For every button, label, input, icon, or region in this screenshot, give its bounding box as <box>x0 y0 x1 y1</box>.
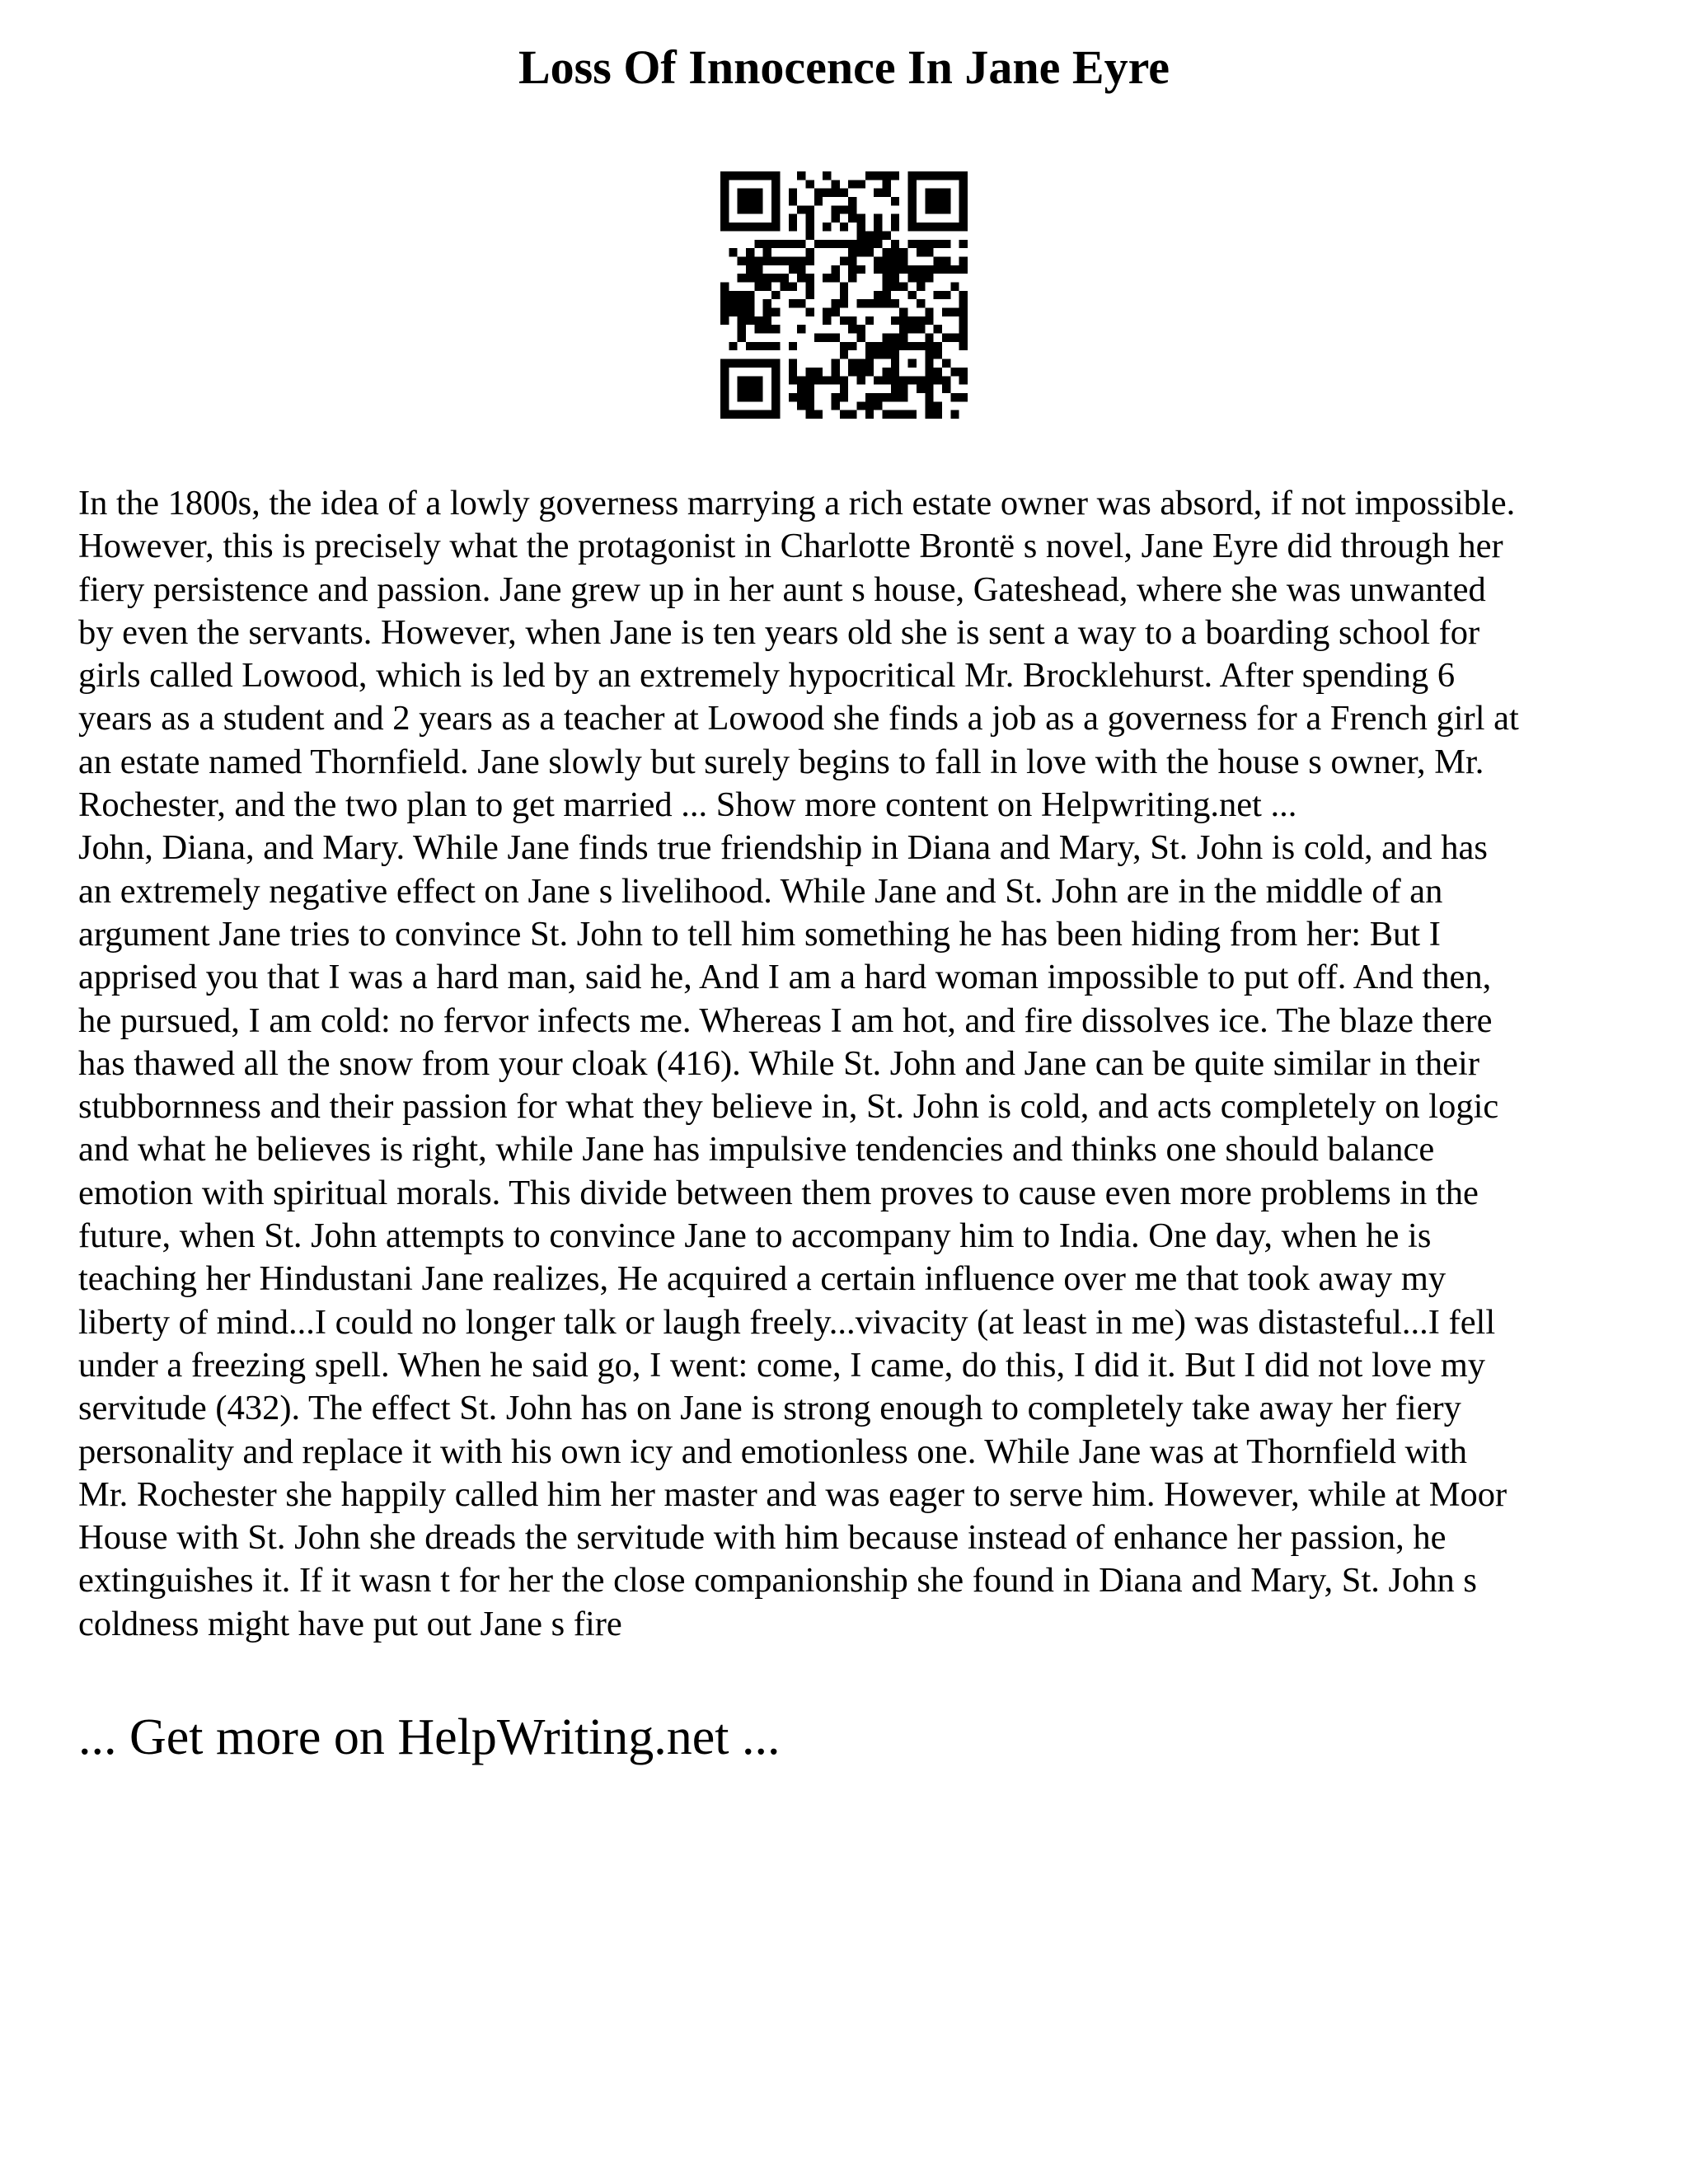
body-line: and what he believes is right, while Jane has impulsive tendencies and thinks one should balance <box>78 1130 1435 1169</box>
body-line: stubbornness and their passion for what they believe in, St. John is cold, and acts completely on logic <box>78 1087 1499 1127</box>
get-more-link[interactable]: ... Get more on HelpWriting.net ... <box>78 1709 781 1765</box>
body-line: extinguishes it. If it wasn t for her the close companionship she found in Diana and Mary, St. John s <box>78 1561 1477 1601</box>
body-line: John, Diana, and Mary. While Jane finds true friendship in Diana and Mary, St. John is cold, and has <box>78 828 1488 868</box>
body-line: teaching her Hindustani Jane realizes, He acquired a certain influence over me that took away my <box>78 1259 1447 1299</box>
body-line: In the 1800s, the idea of a lowly governess marrying a rich estate owner was absord, if not impossible. <box>78 484 1516 523</box>
body-line: emotion with spiritual morals. This divide between them proves to cause even more problems in the <box>78 1173 1479 1212</box>
essay-body <box>78 482 1628 1646</box>
body-line: Rochester, and the two plan to get married ... Show more content on Helpwriting.net ... <box>78 785 1297 825</box>
body-line: apprised you that I was a hard man, said he, And I am a hard woman impossible to put off. And then, <box>78 958 1492 997</box>
page-title: Loss Of Innocence In Jane Eyre <box>518 40 1170 94</box>
body-line: argument Jane tries to convince St. John to tell him something he has been hiding from her: But I <box>78 914 1441 954</box>
body-line: Mr. Rochester she happily called him her master and was eager to serve him. However, while at Moor <box>78 1474 1507 1514</box>
body-line: liberty of mind...I could no longer talk or laugh freely...vivacity (at least in me) was distasteful...I fell <box>78 1302 1496 1342</box>
qr-code-icon[interactable] <box>720 171 968 419</box>
body-line: girls called Lowood, which is led by an extremely hypocritical Mr. Brocklehurst. After spending 6 <box>78 656 1456 696</box>
body-line: an estate named Thornfield. Jane slowly but surely begins to fall in love with the house s owner, Mr. <box>78 742 1484 781</box>
body-line: coldness might have put out Jane s fire <box>78 1604 622 1643</box>
body-line: However, this is precisely what the protagonist in Charlotte Brontë s novel, Jane Eyre did through her <box>78 527 1503 566</box>
body-line: an extremely negative effect on Jane s livelihood. While Jane and St. John are in the middle of an <box>78 871 1443 911</box>
body-line: by even the servants. However, when Jane is ten years old she is sent a way to a boarding school for <box>78 612 1480 652</box>
body-line: under a freezing spell. When he said go, I went: come, I came, do this, I did it. But I did not love my <box>78 1345 1486 1385</box>
body-line: personality and replace it with his own icy and emotionless one. While Jane was at Thornfield with <box>78 1432 1468 1471</box>
body-line: has thawed all the snow from your cloak (416). While St. John and Jane can be quite similar in their <box>78 1043 1479 1083</box>
body-line: he pursued, I am cold: no fervor infects me. Whereas I am hot, and fire dissolves ice. The blaze there <box>78 1001 1493 1040</box>
body-line: future, when St. John attempts to convince Jane to accompany him to India. One day, when he is <box>78 1216 1432 1256</box>
body-line: servitude (432). The effect St. John has on Jane is strong enough to completely take away her fiery <box>78 1389 1461 1428</box>
body-line: House with St. John she dreads the servitude with him because instead of enhance her passion, he <box>78 1518 1447 1558</box>
body-line: years as a student and 2 years as a teacher at Lowood she finds a job as a governess for a French girl at <box>78 699 1519 738</box>
body-line: fiery persistence and passion. Jane grew up in her aunt s house, Gateshead, where she was unwanted <box>78 569 1486 609</box>
